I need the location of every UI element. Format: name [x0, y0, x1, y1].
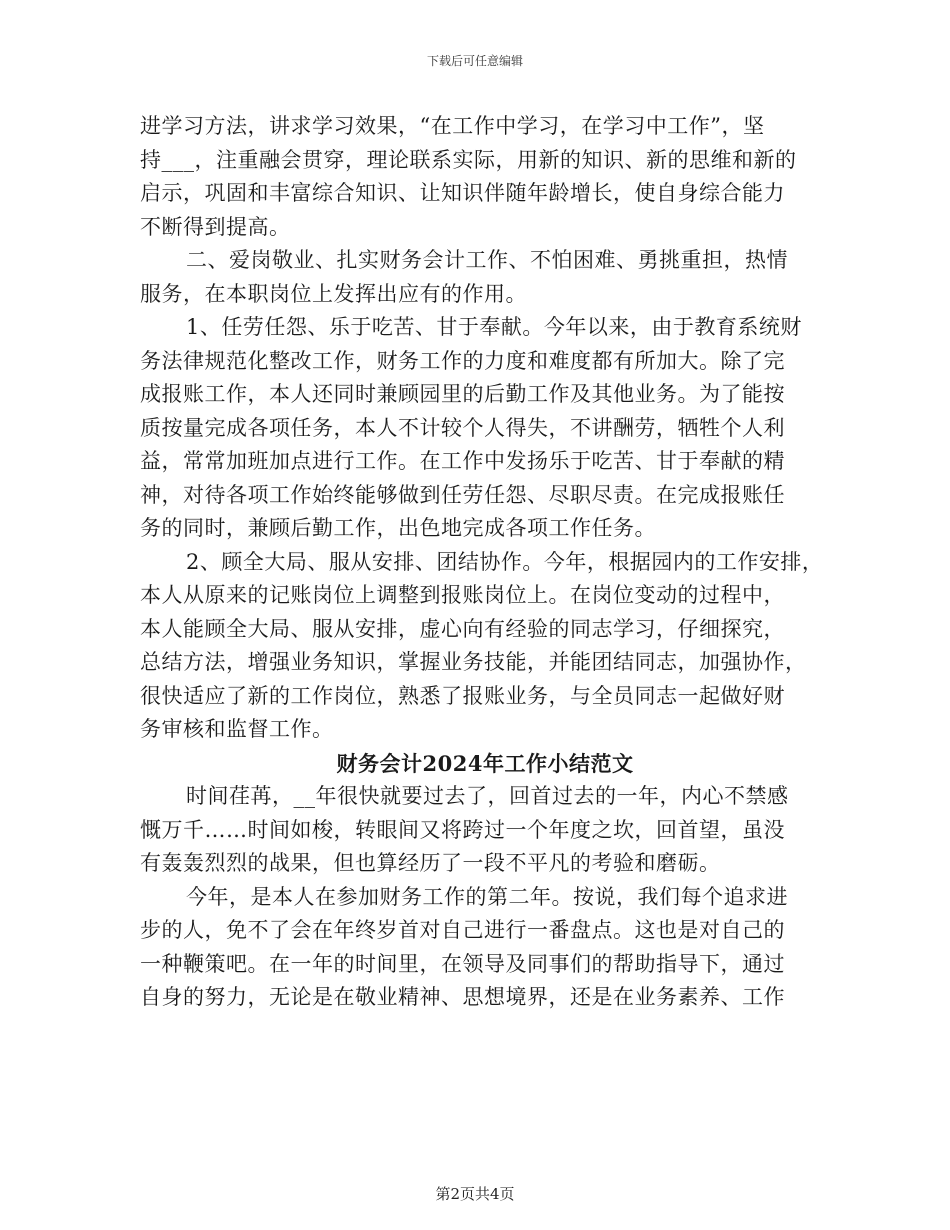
text-line: 务的同时，兼顾后勤工作，出色地完成各项工作任务。 — [140, 516, 656, 540]
paragraph-start-line: 今年，是本人在参加财务工作的第二年。按说，我们每个追求进 — [186, 884, 788, 909]
text-line: 本人从原来的记账岗位上调整到报账岗位上。在岗位变动的过程中， — [140, 583, 785, 607]
document-body — [140, 110, 830, 1015]
text-line: 启示，巩固和丰富综合知识、让知识伴随年龄增长，使自身综合能力 — [140, 181, 785, 205]
text-line: 总结方法，增强业务知识，掌握业务技能，并能团结同志，加强协作， — [140, 650, 807, 674]
text-line: 进学习方法，讲求学习效果，“在工作中学习，在学习中工作”，坚 — [140, 114, 765, 138]
text-line: 成报账工作，本人还同时兼顾园里的后勤工作及其他业务。为了能按 — [140, 382, 785, 406]
text-line: 有轰轰烈烈的战果，但也算经历了一段不平凡的考验和磨砺。 — [140, 851, 721, 875]
text-line: 质按量完成各项任务，本人不计较个人得失，不讲酬劳，牺牲个人利 — [140, 415, 785, 440]
text-line: 不断得到提高。 — [140, 214, 291, 239]
section-heading-line: 二、爱岗敬业、扎实财务会计工作、不怕困难、勇挑重担，热情 — [186, 248, 788, 272]
page-footer: 第2页共4页 — [435, 1185, 515, 1203]
text-line: 务审核和监督工作。 — [140, 717, 334, 741]
text-line: 持___，注重融会贯穿，理论联系实际，用新的知识、新的思维和新的 — [140, 147, 797, 172]
text-line: 步的人，免不了会在年终岁首对自己进行一番盘点。这也是对自己的 — [140, 918, 785, 942]
text-line: 本人能顾全大局、服从安排，虚心向有经验的同志学习，仔细探究， — [140, 616, 785, 641]
paragraph-start-line: 时间荏苒，__年很快就要过去了，回首过去的一年，内心不禁感 — [186, 784, 789, 808]
text-line: 很快适应了新的工作岗位，熟悉了报账业务，与全员同志一起做好财 — [140, 683, 785, 708]
paragraph-start-line: 2、顾全大局、服从安排、团结协作。今年，根据园内的工作安排， — [186, 549, 824, 574]
text-line: 自身的努力，无论是在敬业精神、思想境界，还是在业务素养、工作 — [140, 985, 785, 1009]
page-header: 下载后可任意编辑 — [426, 54, 523, 68]
text-line: 一种鞭策吧。在一年的时间里，在领导及同事们的帮助指导下，通过 — [140, 951, 785, 976]
article-title: 财务会计2024年工作小结范文 — [336, 750, 634, 776]
text-line: 神，对待各项工作始终能够做到任劳任怨、尽职尽责。在完成报账任 — [140, 482, 785, 507]
text-line: 务法律规范化整改工作，财务工作的力度和难度都有所加大。除了完 — [140, 348, 785, 373]
text-line: 服务，在本职岗位上发挥出应有的作用。 — [140, 281, 527, 306]
text-line: 益，常常加班加点进行工作。在工作中发扬乐于吃苦、甘于奉献的精 — [140, 449, 785, 473]
paragraph-start-line: 1、任劳任怨、乐于吃苦、甘于奉献。今年以来，由于教育系统财 — [186, 315, 802, 339]
text-line: 慨万千……时间如梭，转眼间又将跨过一个年度之坎，回首望，虽没 — [140, 817, 785, 842]
